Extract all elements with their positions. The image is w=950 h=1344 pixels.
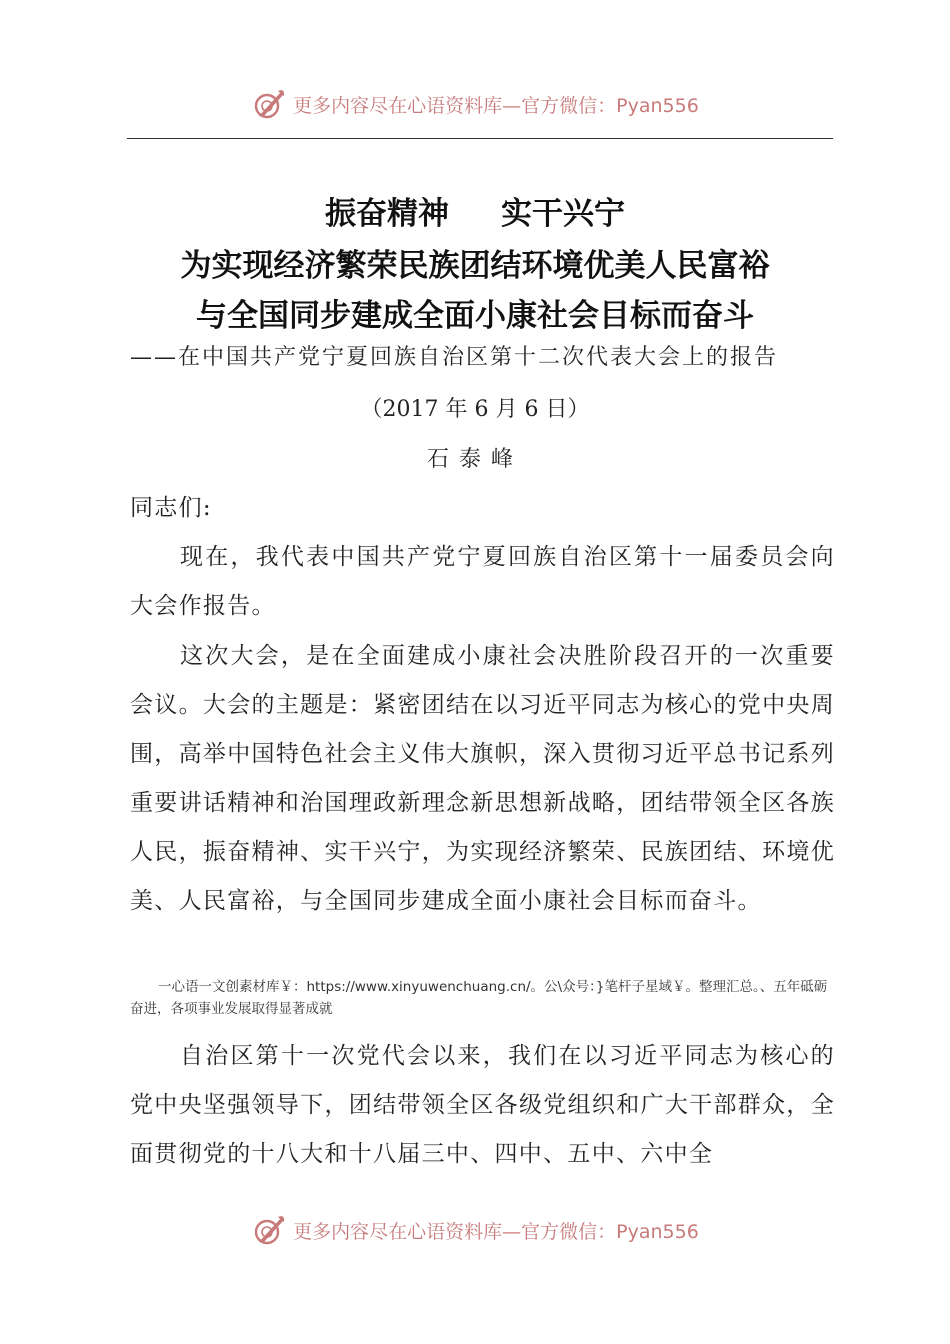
title-line-3: 与全国同步建成全面小康社会目标而奋斗 bbox=[196, 298, 754, 334]
greeting: 同志们: bbox=[130, 495, 212, 521]
subtitle: ——在中国共产党宁夏回族自治区第十二次代表大会上的报告 bbox=[130, 345, 779, 370]
paragraph-3: 自治区第十一次党代会以来，我们在以习近平同志为核心的党中央坚强领导下，团结带领全区各级党组织和广大干部群众，全面贯彻党的十八大和十八届三中、四中、五中、六中全 bbox=[130, 1043, 835, 1167]
report-date: （2017 年 6 月 6 日） bbox=[360, 397, 590, 422]
watermark-handle: Pyan556 bbox=[616, 1220, 699, 1243]
header-divider bbox=[127, 138, 833, 139]
paragraph-2: 这次大会，是在全面建成小康社会决胜阶段召开的一次重要会议。大会的主题是：紧密团结在以习近平同志为核心的党中央周围，高举中国特色社会主义伟大旗帜，深入贯彻习近平总书记系列重要讲话精神和治国理政新理念新思想新战略，团结带领全区各族人民，振奋精神、实干兴宁，为实现经济繁荣、民族团结、环境优美、人民富裕，与全国同步建成全面小康社会目标而奋斗。 bbox=[130, 643, 835, 914]
watermark-text: 更多内容尽在心语资料库—官方微信：Pyan556 bbox=[293, 94, 699, 117]
watermark-text: 更多内容尽在心语资料库—官方微信：Pyan556 bbox=[293, 1220, 699, 1243]
author-name: 石泰峰 bbox=[426, 447, 523, 472]
title-line-1 bbox=[0, 188, 950, 233]
title-line-2: 为实现经济繁荣民族团结环境优美人民富裕 bbox=[180, 248, 770, 284]
title-part-1: 振奋精神 bbox=[325, 196, 449, 232]
quill-logo-icon bbox=[251, 1212, 287, 1248]
quill-logo-icon bbox=[251, 86, 287, 122]
paragraph-1: 现在，我代表中国共产党宁夏回族自治区第十一届委员会向大会作报告。 bbox=[130, 544, 835, 619]
header-watermark bbox=[0, 84, 950, 124]
watermark-handle: Pyan556 bbox=[616, 94, 699, 117]
source-note: 一心语一文创素材库￥：https://www.xinyuwenchuang.cn/。公\众号：}笔杆子星域￥。整理汇总。、五年砥砺奋进，各项事业发展取得显著成就 bbox=[130, 979, 828, 1017]
footer-watermark bbox=[0, 1210, 950, 1250]
title-part-2: 实干兴宁 bbox=[501, 196, 625, 232]
